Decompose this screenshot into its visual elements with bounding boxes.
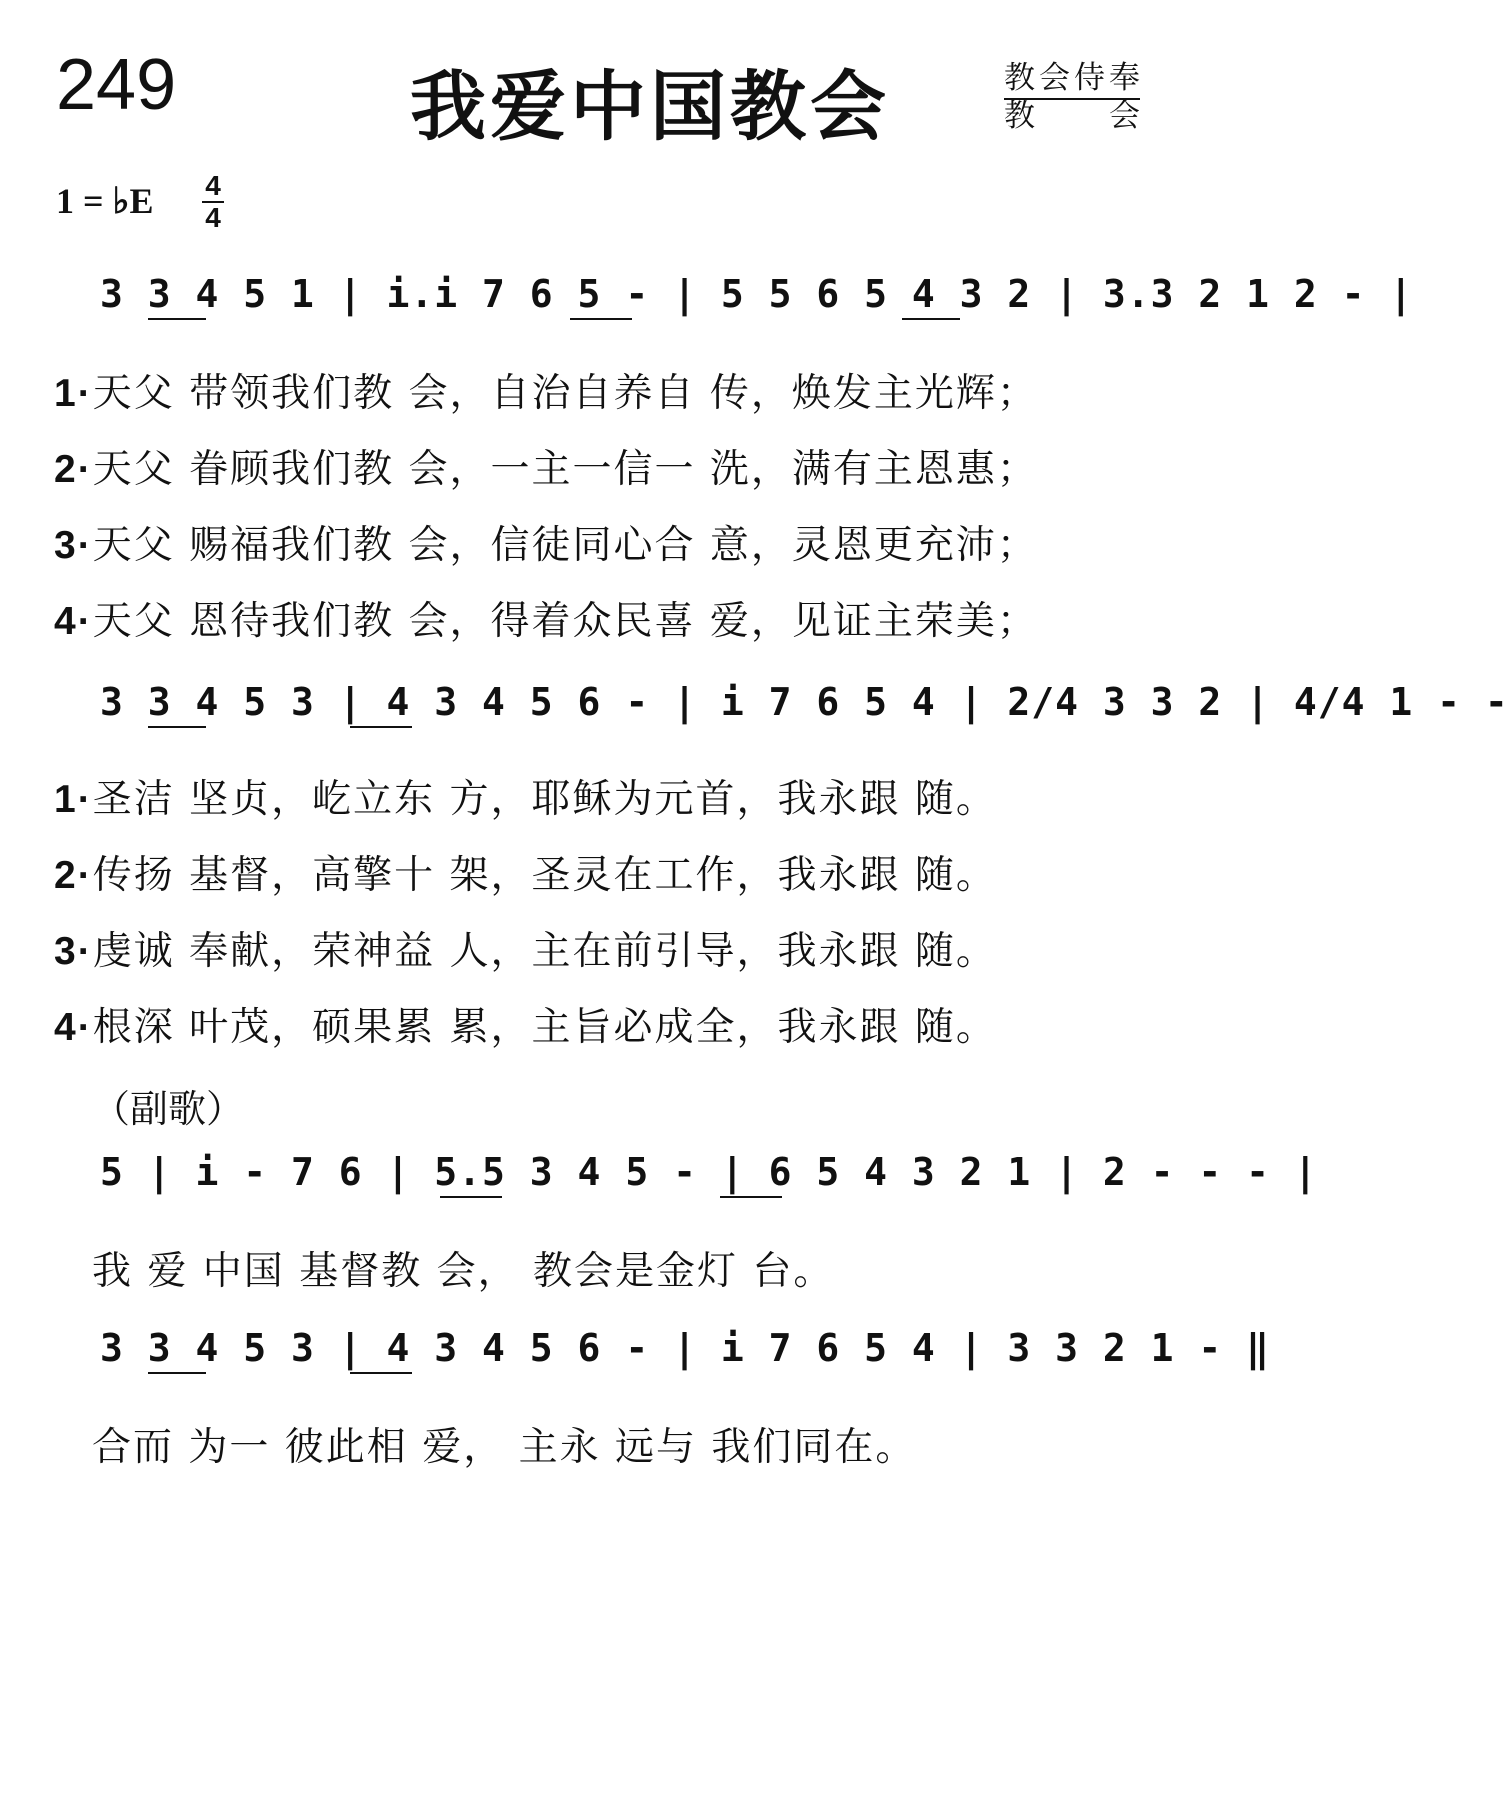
refrain-line-1-notes: 5 | i - 7 6 | 5.5 3 4 5 - | 6 5 4 3 2 1 | 2 - - - | bbox=[100, 1150, 1318, 1194]
lyric-text: 天父 赐福我们教 会，信徒同心合 意，灵恩更充沛； bbox=[92, 523, 1038, 568]
beam-underline bbox=[350, 726, 412, 728]
beam-underline bbox=[720, 1196, 782, 1198]
lyric-text: 天父 眷顾我们教 会，一主一信一 洗，满有主恩惠； bbox=[92, 447, 1038, 492]
system-1-notes: 3 3 4 5 1 | i.i 7 6 5 - | 5 5 6 5 4 3 2 | 3.3 2 1 2 - | bbox=[100, 272, 1414, 316]
lyric-line bbox=[54, 590, 1038, 646]
lyric-line bbox=[54, 514, 1038, 570]
time-signature-top: 4 bbox=[205, 170, 221, 201]
verse-number: 2· bbox=[54, 854, 93, 897]
verse-number: 4· bbox=[54, 1006, 93, 1049]
lyric-line bbox=[54, 920, 997, 976]
lyric-text: 天父 恩待我们教 会，得着众民喜 爱，见证主荣美； bbox=[92, 599, 1038, 644]
refrain-line-2-lyrics: 合而 为一 彼此相 爱， 主永 远与 我们同在。 bbox=[92, 1425, 917, 1470]
beam-underline bbox=[350, 1372, 412, 1374]
verse-number: 3· bbox=[54, 930, 93, 973]
time-signature bbox=[200, 172, 226, 232]
lyric-text: 圣洁 坚贞，屹立东 方，耶稣为元首，我永跟 随。 bbox=[92, 777, 997, 822]
lyric-text: 天父 带领我们教 会，自治自养自 传，焕发主光辉； bbox=[92, 371, 1038, 416]
verse-number: 1· bbox=[54, 778, 93, 821]
credit-lyricist: 教会侍奉 bbox=[1004, 52, 1140, 100]
lyric-text: 虔诚 奉献，荣神益 人，主在前引导，我永跟 随。 bbox=[92, 929, 997, 974]
system-2-notes: 3 3 4 5 3 | 4 3 4 5 6 - | i 7 6 5 4 | 2/4 3 3 2 | 4/4 1 - - bbox=[100, 680, 1509, 724]
lyric-line bbox=[54, 362, 1038, 418]
verse-number: 1· bbox=[54, 372, 93, 415]
verse-number: 2· bbox=[54, 448, 93, 491]
lyric-line bbox=[54, 768, 997, 824]
refrain-line-1-lyrics: 我 爱 中国 基督教 会， 教会是金灯 台。 bbox=[92, 1249, 835, 1294]
beam-underline bbox=[440, 1196, 502, 1198]
lyric-line bbox=[54, 844, 997, 900]
hymn-title: 我爱中国教会 bbox=[410, 62, 890, 151]
refrain-label: （副歌） bbox=[92, 1087, 245, 1131]
refrain-line-2-notes: 3 3 4 5 3 | 4 3 4 5 6 - | i 7 6 5 4 | 3 3 2 1 - ‖ bbox=[100, 1326, 1271, 1370]
key-signature: 1 = ♭E bbox=[56, 181, 154, 221]
lyric-line bbox=[54, 438, 1038, 494]
beam-underline bbox=[902, 318, 960, 320]
beam-underline bbox=[148, 318, 206, 320]
credit-composer: 教 会 bbox=[1004, 98, 1140, 134]
hymn-number: 249 bbox=[56, 45, 177, 125]
beam-underline bbox=[570, 318, 632, 320]
lyric-line bbox=[54, 996, 997, 1052]
time-signature-bottom: 4 bbox=[205, 202, 221, 233]
verse-number: 4· bbox=[54, 600, 93, 643]
beam-underline bbox=[148, 726, 206, 728]
lyric-text: 传扬 基督，高擎十 架，圣灵在工作，我永跟 随。 bbox=[92, 853, 997, 898]
lyric-text: 根深 叶茂，硕果累 累，主旨必成全，我永跟 随。 bbox=[92, 1005, 997, 1050]
beam-underline bbox=[148, 1372, 206, 1374]
verse-number: 3· bbox=[54, 524, 93, 567]
